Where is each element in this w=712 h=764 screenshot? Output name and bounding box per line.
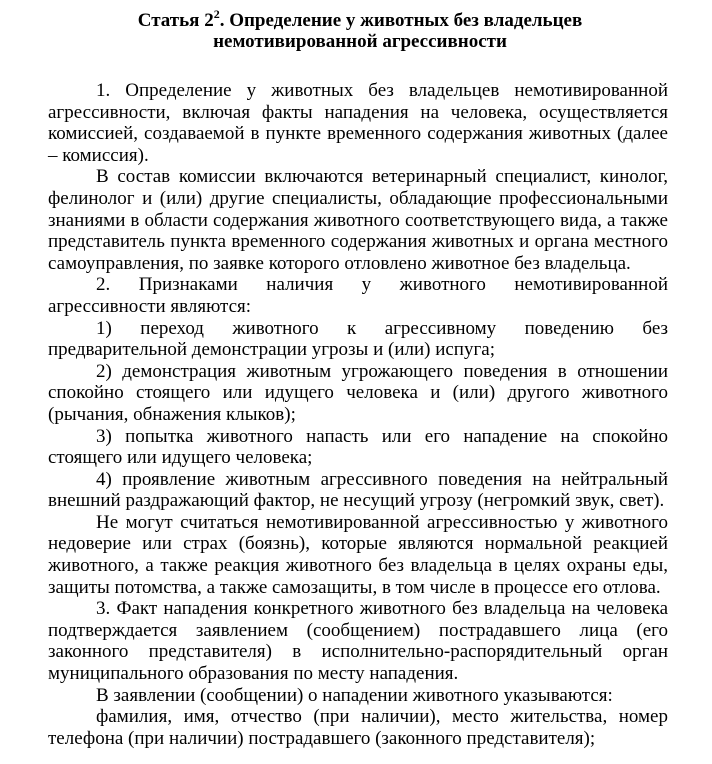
paragraph: 1. Определение у животных без владельцев немотивированной агрессивности, включая факты нападения на человека, осуществляется комиссией, создаваемой в пункте временного содержания животных (далее – комиссия). (48, 80, 668, 166)
list-item: 3) попытка животного напасть или его нападение на спокойно стоящего или идущего человека; (48, 425, 668, 469)
paragraph: 2. Признаками наличия у животного немотивированной агрессивности являются: (48, 274, 668, 317)
paragraph: фамилия, имя, отчество (при наличии), место жительства, номер телефона (при наличии) пострадавшего (законного представителя); (48, 706, 668, 749)
article-title-prefix: Статья 2 (137, 10, 214, 31)
paragraph: В состав комиссии включаются ветеринарный специалист, кинолог, фелинолог и (или) другие специалисты, обладающие профессиональными знаниями в области содержания животного соответствующего вида, а также представитель пункта временного содержания животных и органа местного самоуправления, по заявке которого отловлено животное без владельца. (48, 166, 668, 274)
list-item: 1) переход животного к агрессивному поведению без предварительной демонстрации угрозы и (или) испуга; (48, 317, 668, 361)
article-title-rest: . Определение у животных без владельцев (219, 10, 583, 31)
document-page (48, 7, 668, 749)
article-heading-line-1 (52, 7, 668, 31)
article-heading-line-2: немотивированной агрессивности (213, 31, 507, 52)
article-title-superscript: 2 (213, 7, 220, 21)
article-heading (48, 7, 668, 52)
paragraph: 3. Факт нападения конкретного животного без владельца на человека подтверждается заявлением (сообщением) пострадавшего лица (его законного представителя) в исполнительно-распорядительный орган муниципального образования по месту нападения. (48, 598, 668, 685)
list-item: 2) демонстрация животным угрожающего поведения в отношении спокойно стоящего или идущего человека и (или) другого животного (рычания, обнажения клыков); (48, 360, 668, 425)
paragraph: Не могут считаться немотивированной агрессивностью у животного недоверие или страх (боязнь), которые являются нормальной реакцией животного, а также реакция животного без владельца в целях охраны еды, защиты потомства, а также самозащиты, в том числе в процессе его отлова. (48, 511, 668, 598)
paragraph: В заявлении (сообщении) о нападении животного указываются: (96, 684, 613, 706)
list-item: 4) проявление животным агрессивного поведения на нейтральный внешний раздражающий фактор, не несущий угрозу (негромкий звук, свет). (48, 468, 668, 512)
